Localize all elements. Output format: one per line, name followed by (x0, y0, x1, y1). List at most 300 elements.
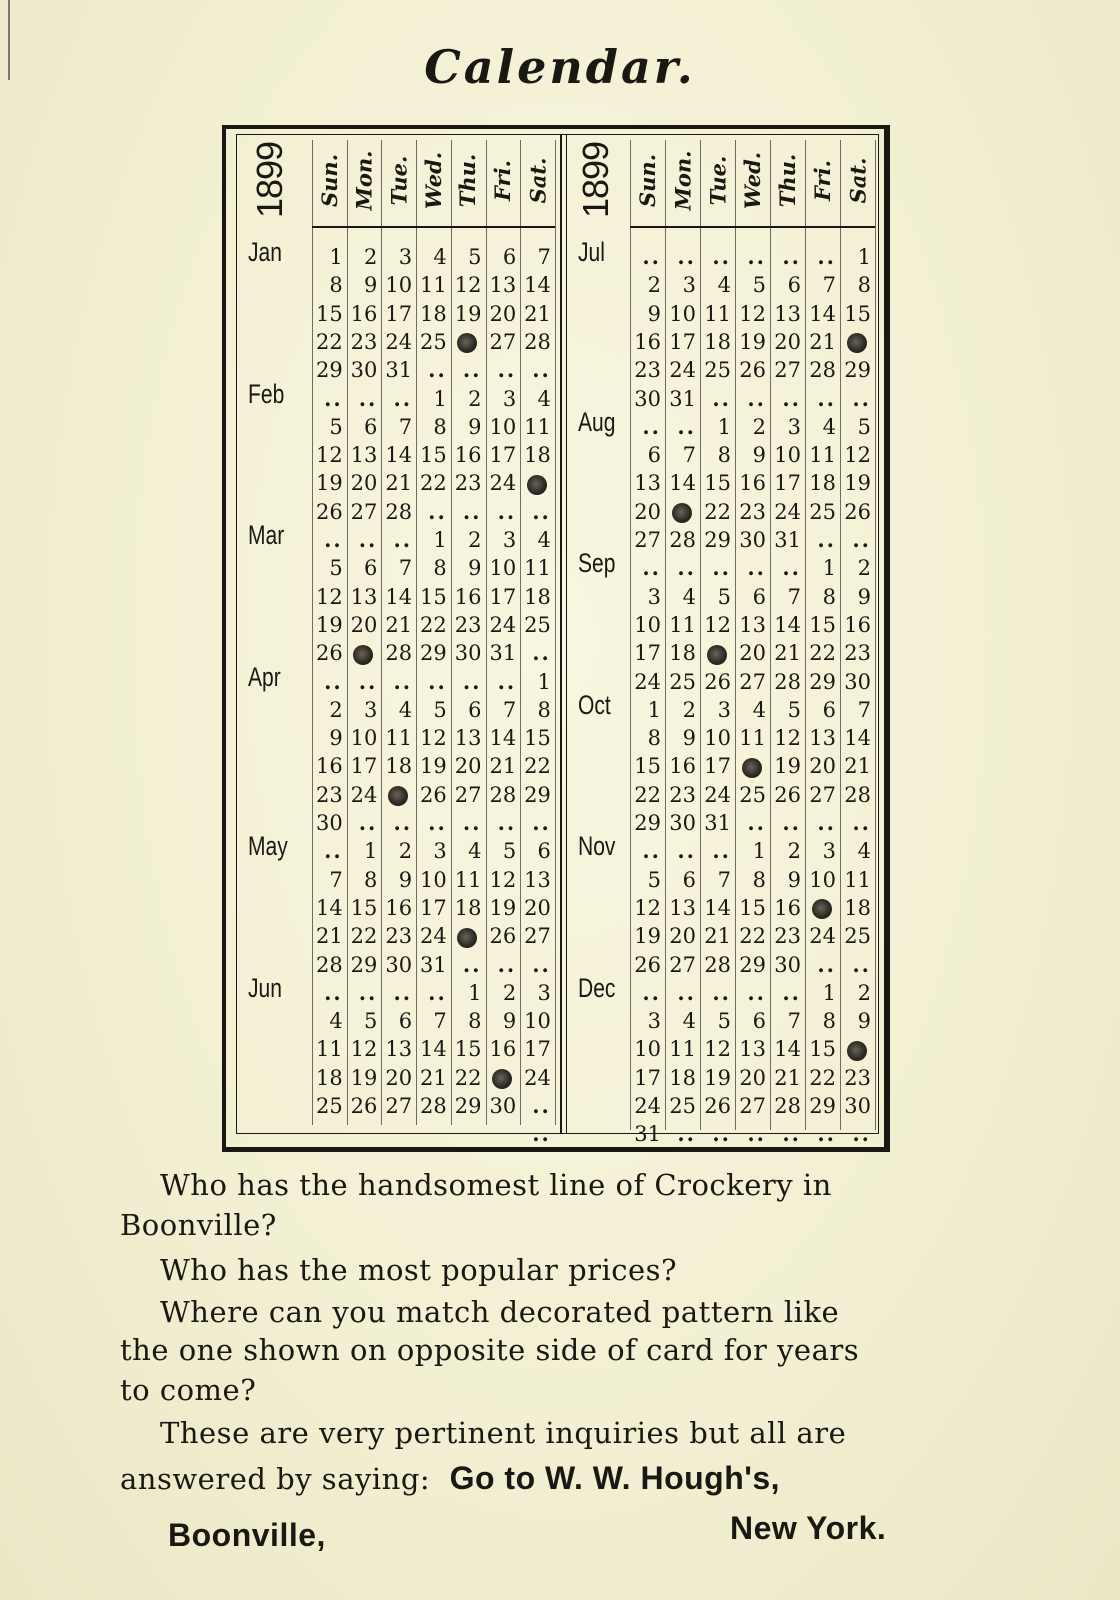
weekday-label: Mon. (670, 150, 695, 210)
weekday-header-wed (416, 140, 451, 220)
day-cell: 26 (489, 924, 517, 949)
day-cell (312, 1120, 343, 1148)
day-cell: 6 (787, 273, 801, 298)
day-cell: 7 (329, 867, 343, 892)
day-cell: 20 (809, 754, 836, 779)
day-cell: 5 (329, 414, 343, 439)
day-cell: 4 (717, 273, 731, 298)
day-cell: 5 (717, 584, 731, 609)
day-cell: .. (642, 413, 661, 439)
ad-statement: These are very pertinent inquiries but all are (160, 1416, 847, 1450)
day-cell: 24 (385, 329, 413, 354)
day-cell: 18 (844, 895, 871, 920)
day-cell: 30 (774, 952, 801, 977)
day-cell: 30 (739, 528, 766, 552)
day-cell: 20 (385, 1065, 413, 1090)
day-cell: 14 (420, 1037, 447, 1062)
day-cell: 22 (634, 782, 661, 807)
day-cell: 8 (822, 584, 836, 609)
day-cell: 16 (739, 471, 766, 496)
day-cell: 7 (787, 584, 801, 609)
day-cell: 21 (385, 612, 413, 637)
day-cell: 21 (774, 1065, 801, 1090)
moon-phase-icon (520, 469, 551, 497)
day-cell: .. (497, 810, 517, 835)
day-cell: 8 (329, 273, 343, 298)
month-label-jul: Jul (578, 237, 605, 267)
day-cell: 19 (489, 895, 517, 920)
day-cell: 28 (524, 329, 551, 354)
day-cell: 8 (468, 1009, 482, 1034)
weekday-header-fri (805, 140, 840, 220)
day-cell: .. (358, 668, 378, 694)
day-cell: .. (497, 951, 517, 977)
day-cell: 9 (468, 556, 482, 581)
day-cell: 13 (739, 612, 766, 637)
day-cell: 23 (739, 499, 766, 524)
month-label-mar: Mar (248, 520, 285, 550)
column-rule (555, 140, 556, 1125)
day-cell: 28 (385, 499, 413, 524)
day-cell: .. (462, 668, 482, 694)
day-cell: .. (782, 385, 801, 411)
day-cell: 24 (489, 612, 517, 637)
day-cell: .. (428, 979, 447, 1005)
day-cell: 5 (502, 839, 517, 864)
day-cell: 29 (809, 1094, 836, 1118)
day-cell: 23 (634, 358, 661, 383)
day-cell (416, 1120, 447, 1148)
day-cell: 10 (489, 556, 517, 581)
day-cell: 27 (669, 952, 696, 977)
day-cell: 14 (844, 726, 871, 751)
day-cell: 1 (752, 839, 766, 864)
day-cell: 17 (634, 1065, 661, 1090)
day-cell: .. (532, 498, 551, 524)
day-cell: 14 (704, 895, 731, 920)
half-divider (560, 134, 562, 1134)
day-cell: 15 (420, 584, 447, 609)
month-label-may: May (248, 831, 288, 862)
day-cell: 23 (454, 612, 482, 637)
day-cell: .. (747, 1121, 766, 1147)
day-cell: 9 (857, 584, 871, 609)
day-cell: 6 (752, 584, 766, 609)
day-cell: 24 (634, 669, 661, 694)
day-cell: 27 (489, 329, 517, 354)
moon-phase-icon (457, 333, 477, 353)
day-cell: 26 (774, 782, 801, 807)
weekday-header-sat (520, 140, 555, 220)
ad-question-3-cont: the one shown on opposite side of card for years (120, 1333, 860, 1367)
day-cell: 3 (647, 584, 661, 609)
day-cell: 13 (669, 895, 696, 920)
year-label-left: 1899 (249, 141, 290, 219)
day-cell: 27 (385, 1094, 413, 1118)
day-cell: 11 (315, 1037, 343, 1062)
day-cell: 28 (420, 1094, 447, 1118)
day-cell: 26 (315, 641, 343, 666)
day-cell: 18 (420, 301, 447, 326)
day-cell: 12 (774, 726, 801, 751)
weekday-label: Thu. (775, 153, 801, 207)
day-cell: .. (677, 413, 696, 439)
day-cell: 24 (704, 782, 731, 807)
day-cell: 23 (844, 641, 871, 666)
day-cell: .. (852, 1121, 871, 1147)
day-cell: 20 (524, 895, 551, 920)
moon-phase-icon (840, 328, 871, 356)
day-cell: 3 (647, 1009, 661, 1034)
day-cell: 25 (669, 669, 696, 694)
day-cell: 25 (669, 1094, 696, 1118)
day-cell: .. (782, 810, 801, 835)
day-cell: 6 (647, 443, 661, 468)
weekday-label: Sat. (525, 157, 551, 203)
day-cell: 18 (315, 1065, 343, 1090)
day-cell: 20 (634, 499, 661, 524)
day-cell: 23 (669, 782, 696, 807)
day-cell: .. (782, 244, 801, 269)
day-cell: 30 (669, 811, 696, 835)
day-cell: 23 (454, 471, 482, 496)
day-cell: 5 (717, 1009, 731, 1034)
day-cell: 31 (420, 952, 447, 977)
day-cell: 13 (385, 1037, 413, 1062)
day-cell: 22 (704, 499, 731, 524)
day-cell: 14 (774, 1037, 801, 1062)
day-cell: 20 (350, 471, 378, 496)
weekday-header-tue (381, 140, 416, 220)
day-cell: 26 (704, 669, 731, 694)
day-cell: 25 (315, 1094, 343, 1118)
day-cell: .. (642, 979, 661, 1005)
day-cell: 5 (433, 697, 447, 722)
header-rule (630, 226, 875, 228)
day-cell: .. (642, 244, 661, 269)
day-cell: 21 (385, 471, 413, 496)
footer-state: New York. (730, 1510, 887, 1546)
weekday-label: Wed. (420, 151, 446, 209)
day-cell: 19 (350, 1065, 378, 1090)
day-cell: 24 (524, 1065, 551, 1090)
day-cell: 19 (634, 924, 661, 949)
day-cell: 18 (454, 895, 482, 920)
moon-phase-icon (347, 639, 378, 667)
day-cell: 18 (704, 329, 731, 354)
day-cell: 13 (809, 726, 836, 751)
day-cell: 9 (857, 1009, 871, 1034)
ad-question-1-cont: Boonville? (120, 1208, 277, 1242)
day-cell: 24 (350, 782, 378, 807)
day-cell: 5 (752, 273, 766, 298)
day-cell: 3 (433, 839, 447, 864)
moon-phase-icon (388, 786, 408, 806)
day-cell: 5 (364, 1009, 378, 1034)
day-cell: 14 (774, 612, 801, 637)
day-cell: 21 (524, 301, 551, 326)
day-cell: 22 (420, 471, 447, 496)
day-cell: 20 (774, 329, 801, 354)
day-cell: 16 (350, 301, 378, 326)
day-cell: 27 (454, 782, 482, 807)
day-cell: 16 (385, 895, 413, 920)
day-cell: .. (712, 1121, 731, 1147)
day-cell: 6 (502, 245, 517, 269)
day-cell: 4 (857, 839, 871, 864)
day-cell: 27 (350, 499, 378, 524)
day-cell: 15 (315, 301, 343, 326)
weekday-label: Tue. (705, 155, 731, 205)
month-label-apr: Apr (248, 661, 281, 692)
weekday-header-sun (630, 140, 665, 220)
day-cell: 3 (398, 245, 413, 269)
day-cell: 15 (739, 895, 766, 920)
day-cell: 16 (634, 329, 661, 354)
moon-phase-icon (665, 498, 696, 526)
day-cell: .. (677, 244, 696, 269)
day-cell: 3 (502, 528, 517, 552)
day-cell: 9 (502, 1009, 517, 1034)
day-cell: 8 (857, 273, 871, 298)
day-cell: 8 (433, 414, 447, 439)
day-cell: 13 (524, 867, 551, 892)
store-name: Go to W. W. Hough's, (449, 1460, 781, 1496)
day-cell: 19 (704, 1065, 731, 1090)
day-cell: 11 (844, 867, 871, 892)
weekday-header-tue (700, 140, 735, 220)
day-cell: .. (712, 555, 731, 581)
day-cell: 24 (489, 471, 517, 496)
day-cell: 2 (647, 273, 661, 298)
day-cell: .. (324, 668, 343, 694)
day-cell: 24 (420, 924, 447, 949)
day-cell: 29 (704, 528, 731, 552)
day-cell: .. (677, 838, 696, 864)
day-cell: 6 (468, 697, 482, 722)
day-cell: 1 (433, 528, 447, 552)
day-cell: 12 (704, 612, 731, 637)
day-cell: 22 (454, 1065, 482, 1090)
day-cell: .. (324, 385, 343, 411)
day-cell: 31 (385, 358, 413, 383)
day-cell: .. (462, 951, 482, 977)
day-cell: 2 (752, 414, 766, 439)
day-cell: 21 (489, 754, 517, 779)
moon-phase-icon (527, 475, 547, 495)
day-cell: 10 (634, 612, 661, 637)
day-cell: 20 (350, 612, 378, 637)
day-cell: 10 (524, 1009, 551, 1034)
day-cell: 1 (717, 414, 731, 439)
weekday-header-sun (312, 140, 347, 220)
day-cell: .. (747, 385, 766, 411)
day-cell: 8 (537, 697, 551, 722)
day-cell: 4 (329, 1009, 343, 1034)
day-cell: 7 (537, 245, 551, 269)
day-cell: 18 (669, 1065, 696, 1090)
day-cell: 14 (385, 443, 413, 468)
day-cell: .. (324, 527, 343, 552)
day-cell: 24 (634, 1094, 661, 1118)
day-cell: 1 (822, 980, 836, 1005)
day-cell: 28 (844, 782, 871, 807)
ad-question-2: Who has the most popular prices? (160, 1253, 678, 1287)
day-cell: .. (817, 244, 836, 269)
day-cell: 17 (385, 301, 413, 326)
day-cell: .. (532, 1093, 551, 1118)
day-cell: 23 (774, 924, 801, 949)
day-cell: .. (712, 244, 731, 269)
day-cell: 30 (844, 669, 871, 694)
day-cell: 6 (682, 867, 696, 892)
moon-phase-icon (486, 1064, 517, 1092)
month-label-jun: Jun (248, 972, 282, 1003)
day-cell: 1 (822, 556, 836, 581)
day-cell: 21 (315, 924, 343, 949)
day-cell: .. (782, 1121, 801, 1147)
day-cell: 30 (350, 358, 378, 383)
day-cell: 29 (315, 358, 343, 383)
day-cell: 12 (844, 443, 871, 468)
day-cell: 6 (398, 1009, 413, 1034)
day-cell: .. (642, 555, 661, 581)
day-cell: 8 (822, 1009, 836, 1034)
day-cell: 27 (739, 669, 766, 694)
moon-phase-icon (492, 1069, 512, 1089)
day-cell: 12 (420, 726, 447, 751)
day-cell: 9 (682, 726, 696, 751)
day-cell: 7 (502, 697, 517, 722)
day-cell: 26 (739, 358, 766, 383)
day-cell: 6 (364, 556, 378, 581)
day-cell: 13 (454, 726, 482, 751)
header-rule (312, 226, 555, 228)
day-cell: 11 (524, 414, 551, 439)
day-cell: 5 (647, 867, 661, 892)
day-cell: 7 (787, 1009, 801, 1034)
year-label-right: 1899 (575, 141, 616, 219)
day-cell: .. (324, 979, 343, 1005)
day-cell: 12 (315, 443, 343, 468)
month-label-dec: Dec (578, 972, 616, 1003)
day-cell: 7 (433, 1009, 447, 1034)
weekday-header-sat (840, 140, 875, 220)
day-cell: 16 (669, 754, 696, 779)
day-cell: 23 (315, 782, 343, 807)
day-cell: 8 (647, 726, 661, 751)
day-cell: .. (712, 385, 731, 411)
month-label-sep: Sep (578, 548, 616, 579)
day-cell: 3 (717, 697, 731, 722)
day-cell: 28 (774, 669, 801, 694)
weekday-label: Sun. (316, 153, 342, 207)
day-cell: 5 (787, 697, 801, 722)
day-cell: 16 (489, 1037, 517, 1062)
day-cell: 31 (489, 641, 517, 666)
day-cell: 6 (364, 414, 378, 439)
day-cell: .. (358, 385, 378, 411)
day-cell: 21 (809, 329, 836, 354)
day-cell: 19 (739, 329, 766, 354)
day-cell: 3 (502, 386, 517, 411)
day-cell: 30 (315, 811, 343, 835)
day-cell: 4 (752, 697, 766, 722)
day-cell: 9 (752, 443, 766, 468)
day-cell: 19 (774, 754, 801, 779)
day-cell: 10 (809, 867, 836, 892)
moon-phase-icon (457, 928, 477, 948)
day-cell: 11 (809, 443, 836, 468)
day-cell: .. (852, 527, 871, 552)
weekday-header-fri (486, 140, 521, 220)
page-title: Calendar. (424, 40, 696, 94)
day-cell: .. (817, 385, 836, 411)
weekday-label: Mon. (351, 150, 377, 210)
day-cell: .. (428, 668, 447, 694)
day-cell: 12 (489, 867, 517, 892)
day-cell: .. (428, 810, 447, 835)
day-cell: 29 (844, 358, 871, 383)
day-cell: 25 (704, 358, 731, 383)
day-cell: 10 (350, 726, 378, 751)
day-cell: 14 (809, 301, 836, 326)
weekday-header-wed (735, 140, 770, 220)
day-cell: 2 (502, 980, 517, 1005)
day-cell: 28 (385, 641, 413, 666)
day-cell: 10 (774, 443, 801, 468)
day-cell: .. (497, 668, 517, 694)
day-cell: 22 (809, 641, 836, 666)
day-cell: 4 (537, 386, 551, 411)
day-cell: 27 (524, 924, 551, 949)
day-cell: 5 (857, 414, 871, 439)
day-cell: 24 (809, 924, 836, 949)
day-cell: .. (358, 979, 378, 1005)
day-cell: 18 (669, 641, 696, 666)
weekday-label: Sat. (845, 157, 871, 203)
day-cell: 4 (433, 245, 447, 269)
weekday-label: Thu. (455, 153, 481, 207)
day-cell: 30 (385, 952, 413, 977)
day-cell: 21 (774, 641, 801, 666)
day-cell: .. (532, 951, 551, 977)
day-cell: 3 (537, 980, 551, 1005)
day-cell: .. (393, 668, 413, 694)
day-cell: 10 (385, 273, 413, 298)
day-cell: 11 (454, 867, 482, 892)
day-cell: 31 (774, 528, 801, 552)
day-cell: 19 (420, 754, 447, 779)
day-cell: 20 (739, 641, 766, 666)
day-cell: 17 (489, 584, 517, 609)
day-cell: .. (852, 951, 871, 977)
day-cell: 4 (682, 1009, 696, 1034)
day-cell: 15 (634, 754, 661, 779)
day-cell: 28 (809, 358, 836, 383)
day-cell: 13 (774, 301, 801, 326)
day-cell: 22 (809, 1065, 836, 1090)
day-cell: 2 (857, 556, 871, 581)
day-cell: .. (462, 498, 482, 524)
day-cell: 17 (489, 443, 517, 468)
day-cell: 29 (420, 641, 447, 666)
day-cell: 15 (809, 612, 836, 637)
day-cell: 27 (774, 358, 801, 383)
day-cell: 25 (524, 612, 551, 637)
day-cell: 22 (420, 612, 447, 637)
day-cell: 2 (682, 697, 696, 722)
